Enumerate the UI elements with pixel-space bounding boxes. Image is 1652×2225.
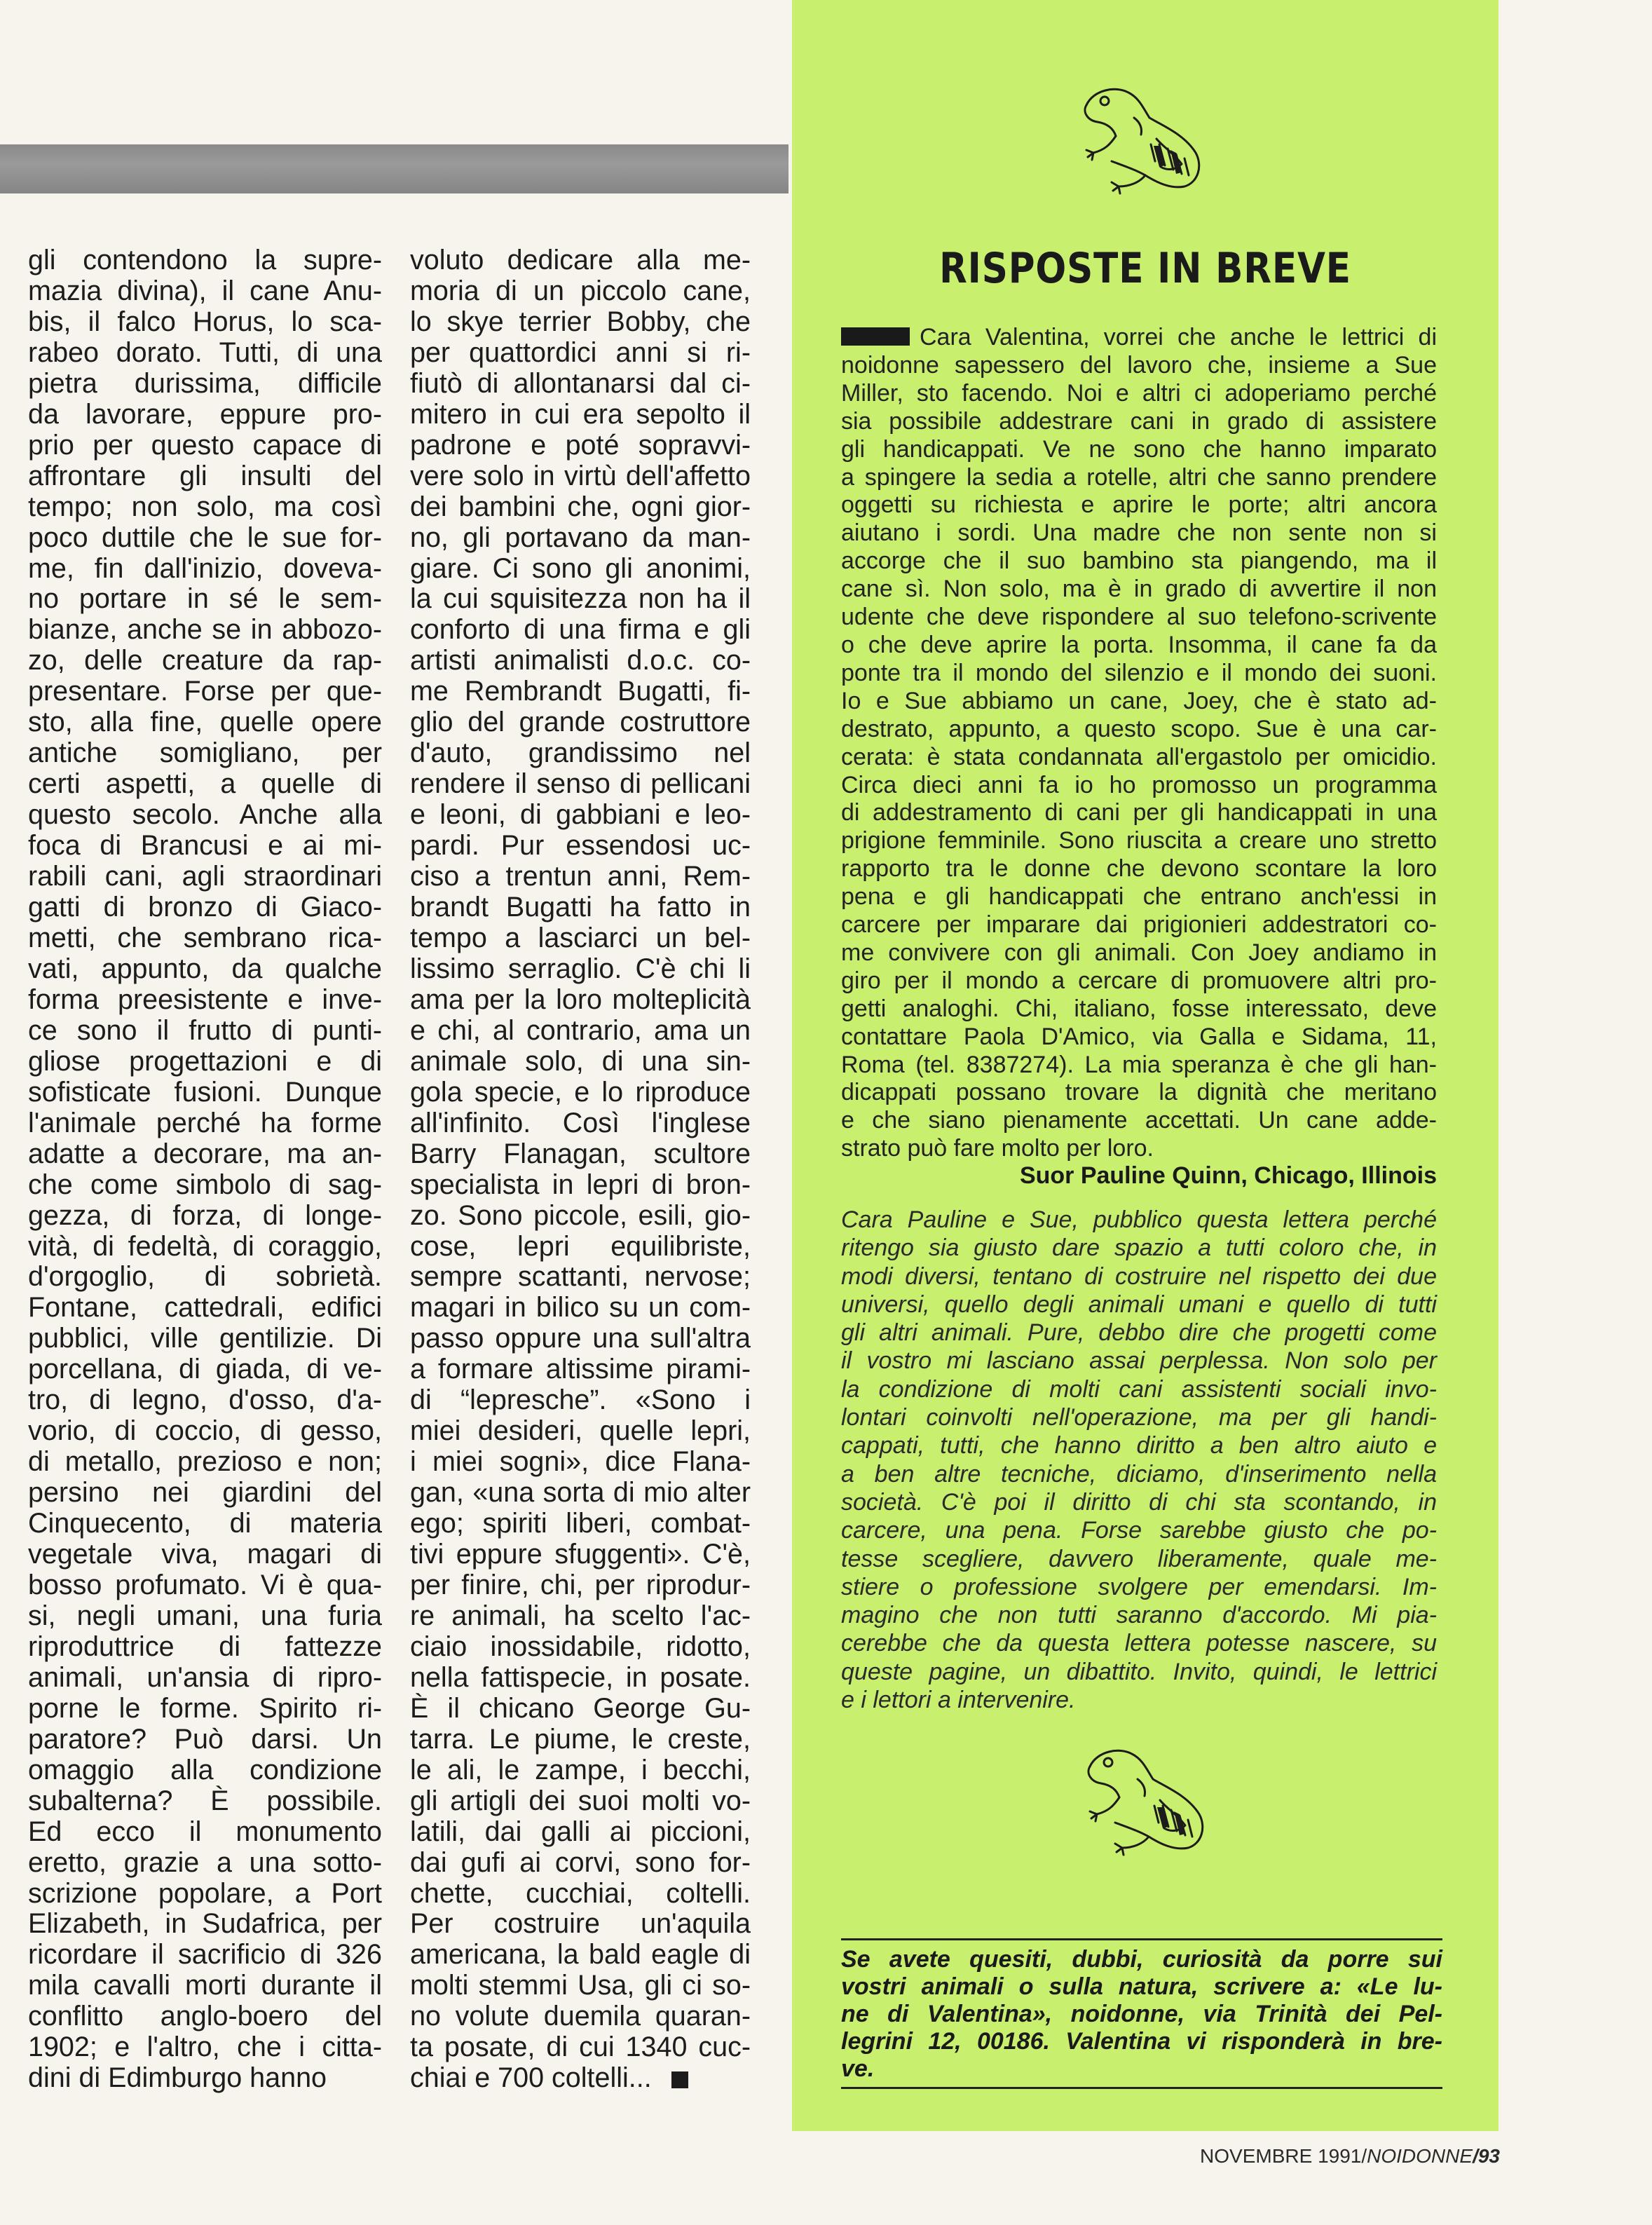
frog-icon xyxy=(1076,1739,1216,1858)
article-line: giare. Ci sono gli anonimi, xyxy=(410,552,751,584)
article-line: da lavorare, eppure pro- xyxy=(28,398,382,430)
article-line: animale solo, di una sin- xyxy=(410,1045,751,1077)
article-line: i miei sogni», dice Flana- xyxy=(410,1446,751,1478)
article-line: per quattordici anni si ri- xyxy=(410,336,751,368)
article-line: nella fattispecie, in posate. xyxy=(410,1661,751,1693)
article-line: d'auto, grandissimo nel xyxy=(410,737,751,769)
article-line: di “lepresche”. «Sono i xyxy=(410,1384,751,1416)
letter-line: Io e Sue abbiamo un cane, Joey, che è stato ad- xyxy=(841,687,1437,714)
article-line: Fontane, cattedrali, edifici xyxy=(28,1292,382,1324)
article-line: me, fin dall'inizio, doveva- xyxy=(28,552,382,584)
letter-line: oggetti su richiesta e aprire le porte; altri ancora xyxy=(841,491,1437,519)
footer-date: NOVEMBRE 1991/ xyxy=(1200,2145,1367,2167)
article-line: e leoni, di gabbiani e leo- xyxy=(410,799,751,831)
article-line: d'orgoglio, di sobrietà. xyxy=(28,1261,382,1293)
article-line: re animali, ha scelto l'ac- xyxy=(410,1600,751,1631)
article-line: certi aspetti, a quelle di xyxy=(28,768,382,800)
article-line: pubblici, ville gentilizie. Di xyxy=(28,1323,382,1354)
article-line: ce sono il frutto di punti- xyxy=(28,1014,382,1046)
article-line: si, negli umani, una furia xyxy=(28,1600,382,1631)
article-line: bianze, anche se in abbozo- xyxy=(28,614,382,646)
reply-line: società. C'è poi il diritto di chi sta scontando, in xyxy=(841,1488,1437,1516)
article-line: metti, che sembrano rica- xyxy=(28,922,382,953)
article-line: no, gli portavano da man- xyxy=(410,522,751,553)
letter-line: sia possibile addestrare cani in grado di assistere xyxy=(841,407,1437,435)
article-line: omaggio alla condizione xyxy=(28,1754,382,1785)
letter-line: cane sì. Non solo, ma è in grado di avvertire il non xyxy=(841,576,1437,603)
article-line: gliose progettazioni e di xyxy=(28,1045,382,1077)
article-line: magari in bilico su un com- xyxy=(410,1292,751,1324)
article-line: presentare. Forse per que- xyxy=(28,676,382,707)
reply-line: Cara Pauline e Sue, pubblico questa lettera perché xyxy=(841,1206,1437,1233)
reply-line: tesse scegliere, davvero liberamente, quale me- xyxy=(841,1545,1437,1572)
article-line: È il chicano George Gu- xyxy=(410,1692,751,1724)
letter-line: dicappati possano trovare la dignità che meritano xyxy=(841,1079,1437,1106)
reply-line: modi diversi, tentano di costruire nel rispetto dei due xyxy=(841,1263,1437,1290)
letter-line: accorge che il suo bambino sta piangendo, ma il xyxy=(841,547,1437,575)
letter-line: o che deve aprire la porta. Insomma, il cane fa da xyxy=(841,631,1437,658)
article-line: gola specie, e lo riproduce xyxy=(410,1076,751,1108)
article-line: porcellana, di giada, di ve- xyxy=(28,1354,382,1385)
letter-line: rapporto tra le donne che devono scontare la loro xyxy=(841,855,1437,883)
article-line: 1902; e l'altro, che i citta- xyxy=(28,2032,382,2063)
article-line: forma preesistente e inve- xyxy=(28,984,382,1015)
article-line: tivi eppure sfuggenti». C'è, xyxy=(410,1539,751,1570)
letter-line: a spingere la sedia a rotelle, altri che sanno prendere xyxy=(841,463,1437,491)
article-line: bis, il falco Horus, lo sca- xyxy=(28,306,382,337)
article-line: lo skye terrier Bobby, che xyxy=(410,306,751,337)
letter-line: Cara Valentina, vorrei che anche le lettrici di xyxy=(841,324,1437,352)
article-line: subalterna? È possibile. xyxy=(28,1785,382,1816)
article-line: adatte a decorare, ma an- xyxy=(28,1138,382,1169)
article-line: all'infinito. Così l'inglese xyxy=(410,1107,751,1138)
letter-line: carcere per imparare dai prigionieri addestratori co- xyxy=(841,911,1437,939)
letter-line: gli handicappati. Ve ne sono che hanno imparato xyxy=(841,435,1437,463)
reply-line: ritengo sia giusto dare spazio a tutti coloro che, in xyxy=(841,1234,1437,1262)
reply-line: universi, quello degli animali umani e quello di tutti xyxy=(841,1291,1437,1318)
header-gray-bar xyxy=(0,144,789,193)
letter-line: me convivere con gli animali. Con Joey andiamo in xyxy=(841,939,1437,966)
letter-line: destrato, appunto, a questo scopo. Sue è una car- xyxy=(841,715,1437,742)
article-line: eretto, grazie a una sotto- xyxy=(28,1846,382,1878)
letter-line: ponte tra il mondo del silenzio e il mondo dei suoni. xyxy=(841,659,1437,686)
letter-line: cerata: è stata condannata all'ergastolo per omicidio. xyxy=(841,743,1437,770)
end-of-article-square-icon xyxy=(671,2071,688,2088)
article-line: sto, alla fine, quelle opere xyxy=(28,707,382,738)
article-line: zo, delle creature da rap- xyxy=(28,645,382,676)
article-line: Barry Flanagan, scultore xyxy=(410,1138,751,1169)
article-line: artisti animalisti d.o.c. co- xyxy=(410,645,751,676)
article-line: gan, «una sorta di mio alter xyxy=(410,1477,751,1509)
reply-line: queste pagine, un dibattito. Invito, quindi, le lettrici xyxy=(841,1658,1437,1685)
article-line: prio per questo capace di xyxy=(28,429,382,461)
article-line: mila cavalli morti durante il xyxy=(28,1970,382,2001)
article-line: gatti di bronzo di Giaco- xyxy=(28,892,382,923)
article-column-2 xyxy=(410,245,751,2094)
letter-line: di addestramento di cani per gli handicappati in una xyxy=(841,799,1437,826)
article-line: molti stemmi Usa, gli ci so- xyxy=(410,1970,751,2001)
article-line: questo secolo. Anche alla xyxy=(28,799,382,831)
article-line: scrizione popolare, a Port xyxy=(28,1877,382,1909)
article-line: ciaio inossidabile, ridotto, xyxy=(410,1631,751,1662)
reply-line: magino che non tutti saranno d'accordo. Mi pia- xyxy=(841,1602,1437,1629)
article-line: vegetale viva, magari di xyxy=(28,1539,382,1570)
article-line: affrontare gli insulti del xyxy=(28,460,382,491)
article-line: le ali, le zampe, i becchi, xyxy=(410,1754,751,1785)
letter-line: pena e gli handicappati che entrano anch'essi in xyxy=(841,883,1437,911)
reply-line: gli altri animali. Pure, debbo dire che progetti come xyxy=(841,1319,1437,1347)
article-line: Cinquecento, di materia xyxy=(28,1508,382,1539)
article-line: cose, lepri equilibriste, xyxy=(410,1230,751,1262)
editor-reply xyxy=(841,1206,1437,1714)
article-line: no volute duemila quaran- xyxy=(410,2001,751,2032)
article-line: persino nei giardini del xyxy=(28,1477,382,1509)
article-line: rabeo dorato. Tutti, di una xyxy=(28,336,382,368)
article-line: zo. Sono piccole, esili, gio- xyxy=(410,1199,751,1231)
article-line: e chi, al contrario, ama un xyxy=(410,1014,751,1046)
article-line: sofisticate fusioni. Dunque xyxy=(28,1076,382,1108)
reader-letter xyxy=(841,324,1437,1163)
article-line: tarra. Le piume, le creste, xyxy=(410,1723,751,1755)
article-line: dini di Edimburgo hanno xyxy=(28,2062,327,2094)
article-line: fiutò di allontanarsi dal ci- xyxy=(410,367,751,399)
reply-line: il vostro mi lasciano assai perplessa. Non solo per xyxy=(841,1347,1437,1375)
article-line: paratore? Può darsi. Un xyxy=(28,1723,382,1755)
article-line: gezza, di forza, di longe- xyxy=(28,1199,382,1231)
article-line: brandt Bugatti ha fatto in xyxy=(410,892,751,923)
letter-line: udente che deve rispondere al suo telefono-scrivente xyxy=(841,604,1437,631)
article-line: di metallo, prezioso e non; xyxy=(28,1446,382,1478)
article-line: la cui squisitezza non ha il xyxy=(410,583,751,615)
article-line: dai gufi ai corvi, sono for- xyxy=(410,1846,751,1878)
panel-title: RISPOSTE IN BREVE xyxy=(939,244,1351,293)
reply-line: e i lettori a intervenire. xyxy=(841,1687,1076,1714)
article-line: americana, la bald eagle di xyxy=(410,1939,751,1971)
article-line: chiai e 700 coltelli... xyxy=(410,2063,751,2094)
article-line: poco duttile che le sue for- xyxy=(28,522,382,553)
article-line: gli contendono la supre- xyxy=(28,245,382,275)
article-line: Ed ecco il monumento xyxy=(28,1816,382,1847)
letter-line: getti analoghi. Chi, italiano, fosse interessato, deve xyxy=(841,995,1437,1022)
article-line: l'animale perché ha forme xyxy=(28,1107,382,1138)
article-line: rendere il senso di pellicani xyxy=(410,768,751,800)
article-line: antiche somigliano, per xyxy=(28,737,382,769)
article-line: padrone e poté sopravvi- xyxy=(410,429,751,461)
reply-line: a ben altre tecniche, diciamo, d'inserimento nella xyxy=(841,1460,1437,1488)
lead-square-icon xyxy=(841,327,910,346)
article-line: pardi. Pur essendosi uc- xyxy=(410,830,751,862)
reply-line: cerebbe che da questa lettera potesse nascere, su xyxy=(841,1630,1437,1657)
letter-line: Miller, sto facendo. Noi e altri ci adoperiamo perché xyxy=(841,379,1437,407)
article-line: tempo; non solo, ma così xyxy=(28,491,382,522)
article-line: Elizabeth, in Sudafrica, per xyxy=(28,1908,382,1940)
article-line: dei bambini che, ogni gior- xyxy=(410,491,751,522)
article-line: mazia divina), il cane Anu- xyxy=(28,275,382,306)
reply-line: lontari coinvolti nell'operazione, ma per gli handi- xyxy=(841,1404,1437,1431)
article-line: a formare altissime pirami- xyxy=(410,1354,751,1385)
article-line: tro, di legno, d'osso, d'a- xyxy=(28,1384,382,1416)
letter-line: contattare Paola D'Amico, via Galla e Sidama, 11, xyxy=(841,1023,1437,1050)
reply-line: carcere, una pena. Forse sarebbe giusto che po- xyxy=(841,1517,1437,1544)
letter-line: aiutano i sordi. Una madre che non sente non si xyxy=(841,519,1437,547)
frog-icon xyxy=(1072,77,1213,196)
contact-line: legrini 12, 00186. Valentina vi risponderà in bre- xyxy=(841,2028,1442,2055)
contact-box xyxy=(841,1938,1442,2089)
article-line: conforto di una firma e gli xyxy=(410,614,751,646)
article-line: specialista in lepri di bron- xyxy=(410,1169,751,1200)
article-line: no portare in sé le sem- xyxy=(28,583,382,615)
article-line: Per costruire un'aquila xyxy=(410,1908,751,1940)
letter-line: Roma (tel. 8387274). La mia speranza è che gli han- xyxy=(841,1051,1437,1078)
article-line: porne le forme. Spirito ri- xyxy=(28,1692,382,1724)
contact-line: ve. xyxy=(841,2055,875,2082)
contact-line: vostri animali o sulla natura, scrivere a: «Le lu- xyxy=(841,1973,1442,2000)
letter-line: e che siano pienamente accettati. Un cane adde- xyxy=(841,1107,1437,1134)
article-line: ricordare il sacrificio di 326 xyxy=(28,1939,382,1971)
letter-signature: Suor Pauline Quinn, Chicago, Illinois xyxy=(1019,1162,1437,1189)
article-line: mitero in cui era sepolto il xyxy=(410,398,751,430)
article-line: glio del grande costruttore xyxy=(410,707,751,738)
article-line: tempo a lasciarci un bel- xyxy=(410,922,751,953)
footer-page-number: /93 xyxy=(1473,2145,1500,2167)
article-line: ego; spiriti liberi, combat- xyxy=(410,1508,751,1539)
contact-line: Se avete quesiti, dubbi, curiosità da porre sui xyxy=(841,1946,1442,1973)
article-line: passo oppure una sull'altra xyxy=(410,1323,751,1354)
article-line: me Rembrandt Bugatti, fi- xyxy=(410,676,751,707)
article-line: vorio, di coccio, di gesso, xyxy=(28,1415,382,1447)
article-column-1 xyxy=(28,245,382,2094)
article-line: miei desideri, quelle lepri, xyxy=(410,1415,751,1447)
article-line: rabili cani, agli straordinari xyxy=(28,861,382,892)
article-line: per finire, chi, per riprodur- xyxy=(410,1569,751,1600)
reply-line: la condizione di molti cani assistenti sociali invo- xyxy=(841,1375,1437,1403)
article-line: vere solo in virtù dell'affetto xyxy=(410,460,751,491)
reply-line: stiere o professione svolgere per emendarsi. Im- xyxy=(841,1573,1437,1600)
article-line: lissimo serraglio. C'è chi li xyxy=(410,953,751,984)
letter-line: Circa dieci anni fa io ho promosso un programma xyxy=(841,771,1437,798)
article-line: ciso a trentun anni, Rem- xyxy=(410,861,751,892)
footer-magazine: NOIDONNE xyxy=(1367,2145,1473,2167)
article-line: sempre scattanti, nervose; xyxy=(410,1261,751,1293)
article-line: riproduttrice di fattezze xyxy=(28,1631,382,1662)
letter-line: strato può fare molto per loro. xyxy=(841,1135,1154,1162)
article-line: ama per la loro molteplicità xyxy=(410,984,751,1015)
letter-line: prigione femminile. Sono riuscita a creare uno stretto xyxy=(841,827,1437,855)
page-footer xyxy=(1121,2145,1500,2168)
letter-line: noidonne sapessero del lavoro che, insieme a Sue xyxy=(841,351,1437,379)
article-line: voluto dedicare alla me- xyxy=(410,245,751,275)
article-line: gli artigli dei suoi molti vo- xyxy=(410,1785,751,1816)
article-line: conflitto anglo-boero del xyxy=(28,2001,382,2032)
article-line: latili, dai galli ai piccioni, xyxy=(410,1816,751,1847)
article-line: vati, appunto, da qualche xyxy=(28,953,382,984)
article-line: animali, un'ansia di ripro- xyxy=(28,1661,382,1693)
article-line: pietra durissima, difficile xyxy=(28,367,382,399)
article-line: vità, di fedeltà, di coraggio, xyxy=(28,1230,382,1262)
contact-line: ne di Valentina», noidonne, via Trinità dei Pel- xyxy=(841,2001,1442,2027)
reply-line: cappati, tutti, che hanno diritto a ben altro aiuto e xyxy=(841,1432,1437,1459)
article-line: chette, cucchiai, coltelli. xyxy=(410,1877,751,1909)
article-line: foca di Brancusi e ai mi- xyxy=(28,830,382,862)
article-line: bosso profumato. Vi è qua- xyxy=(28,1569,382,1600)
article-line: ta posate, di cui 1340 cuc- xyxy=(410,2032,751,2063)
article-line: che come simbolo di sag- xyxy=(28,1169,382,1200)
letter-line: giro per il mondo a cercare di promuovere altri pro- xyxy=(841,967,1437,994)
article-line: moria di un piccolo cane, xyxy=(410,275,751,306)
